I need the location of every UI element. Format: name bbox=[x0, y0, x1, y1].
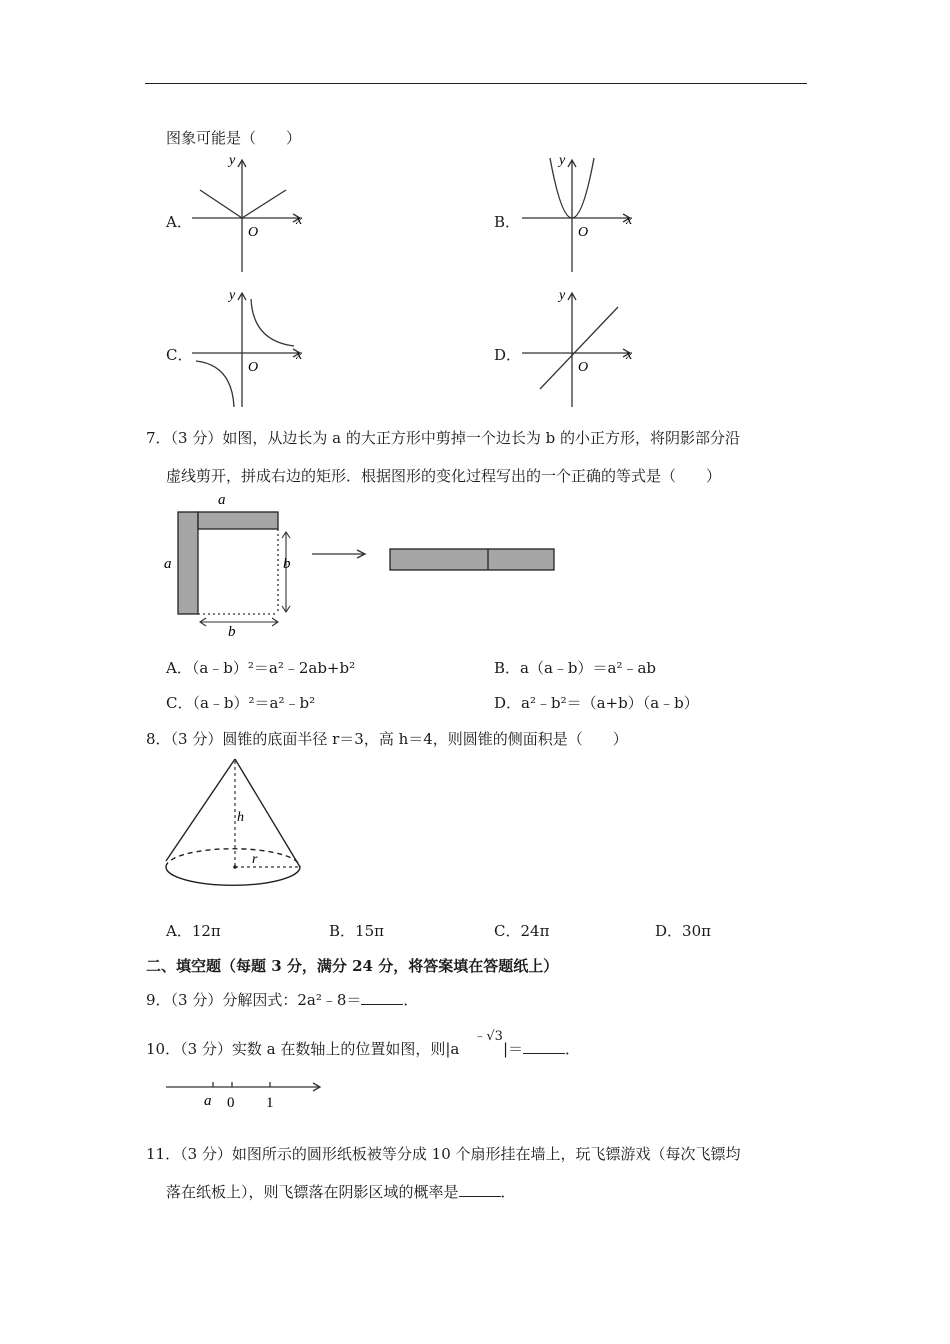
q6-option-b-label: B． bbox=[494, 213, 521, 231]
q6-option-d-label: D． bbox=[494, 346, 522, 364]
q11-answer-blank[interactable] bbox=[459, 1182, 501, 1197]
q10-end: ． bbox=[565, 1040, 581, 1058]
svg-text:y: y bbox=[229, 153, 236, 168]
q11-stem-line2: 落在纸板上），则飞镖落在阴影区域的概率是 bbox=[166, 1183, 459, 1201]
q7-square-figure bbox=[160, 488, 580, 638]
svg-text:y: y bbox=[559, 288, 566, 303]
section2-heading: 二、填空题（每题 3 分，满分 24 分，将答案填在答题纸上） bbox=[146, 957, 559, 975]
q7-label-right: b bbox=[283, 556, 291, 572]
q10-after: |＝ bbox=[502, 1040, 524, 1058]
q7-label-top: a bbox=[218, 492, 226, 508]
q8-option-c: C．24π bbox=[494, 922, 550, 940]
q7-stem-line2: 虚线剪开，拼成右边的矩形．根据图形的变化过程写出的一个正确的等式是（ ） bbox=[166, 467, 722, 485]
svg-text:O: O bbox=[248, 360, 259, 375]
q8-label-r: r bbox=[252, 852, 258, 867]
q8-label-h: h bbox=[237, 810, 244, 825]
q7-option-d: D．a²﹣b²＝（a+b）（a﹣b） bbox=[494, 694, 699, 712]
svg-text:O: O bbox=[578, 225, 589, 240]
q10-answer-blank[interactable] bbox=[523, 1039, 565, 1054]
q10-stem: 10．（3 分）实数 a 在数轴上的位置如图，则|a bbox=[146, 1040, 460, 1058]
q8-cone-figure bbox=[160, 755, 310, 895]
q7-stem-line1: 7．（3 分）如图，从边长为 a 的大正方形中剪掉一个边长为 b 的小正方形，将阴影部分沿 bbox=[146, 429, 740, 447]
q7-option-b: B．a（a﹣b）＝a²﹣ab bbox=[494, 659, 657, 677]
q6-option-c-label: C． bbox=[166, 346, 193, 364]
svg-text:y: y bbox=[229, 288, 236, 303]
q10-numline-a: a bbox=[204, 1093, 212, 1109]
q10-exponent: ﹣√3 bbox=[473, 1029, 503, 1044]
q6-graph-a bbox=[190, 150, 310, 275]
q11-end: ． bbox=[500, 1183, 516, 1201]
q6-option-a-label: A． bbox=[166, 213, 192, 231]
q10-numline-one: 1 bbox=[266, 1095, 274, 1111]
q9-end: ． bbox=[403, 991, 419, 1009]
q8-option-a: A．12π bbox=[166, 922, 221, 940]
header-rule bbox=[145, 83, 807, 84]
q11-line2 bbox=[166, 1182, 516, 1202]
q7-option-c: C．（a﹣b）²＝a²﹣b² bbox=[166, 694, 316, 712]
svg-text:y: y bbox=[559, 153, 566, 168]
svg-text:O: O bbox=[248, 225, 259, 240]
q8-option-d: D．30π bbox=[655, 922, 711, 940]
q9-stem: 9．（3 分）分解因式：2a²﹣8＝ bbox=[146, 991, 362, 1009]
q8-option-b: B．15π bbox=[329, 922, 384, 940]
q6-stem-tail: 图象可能是（ ） bbox=[166, 129, 302, 147]
svg-text:x: x bbox=[296, 213, 303, 228]
q7-label-bottom: b bbox=[228, 624, 236, 638]
q8-stem: 8．（3 分）圆锥的底面半径 r＝3，高 h＝4，则圆锥的侧面积是（ ） bbox=[146, 730, 628, 748]
q6-graph-d bbox=[520, 283, 640, 411]
svg-text:x: x bbox=[296, 348, 303, 363]
svg-text:x: x bbox=[626, 213, 633, 228]
q11-stem-line1: 11．（3 分）如图所示的圆形纸板被等分成 10 个扇形挂在墙上，玩飞镖游戏（每次飞镖均 bbox=[146, 1145, 741, 1163]
q9-answer-blank[interactable] bbox=[361, 990, 403, 1005]
svg-text:O: O bbox=[578, 360, 589, 375]
svg-text:x: x bbox=[626, 348, 633, 363]
q6-graph-b bbox=[520, 150, 640, 275]
q9-line bbox=[146, 990, 418, 1010]
q6-graph-c bbox=[190, 283, 310, 411]
q7-option-a: A．（a﹣b）²＝a²﹣2ab+b² bbox=[166, 659, 356, 677]
q7-label-left: a bbox=[164, 556, 172, 572]
q10-number-line bbox=[162, 1075, 332, 1115]
q10-line bbox=[146, 1029, 581, 1061]
q10-numline-zero: 0 bbox=[227, 1095, 235, 1111]
